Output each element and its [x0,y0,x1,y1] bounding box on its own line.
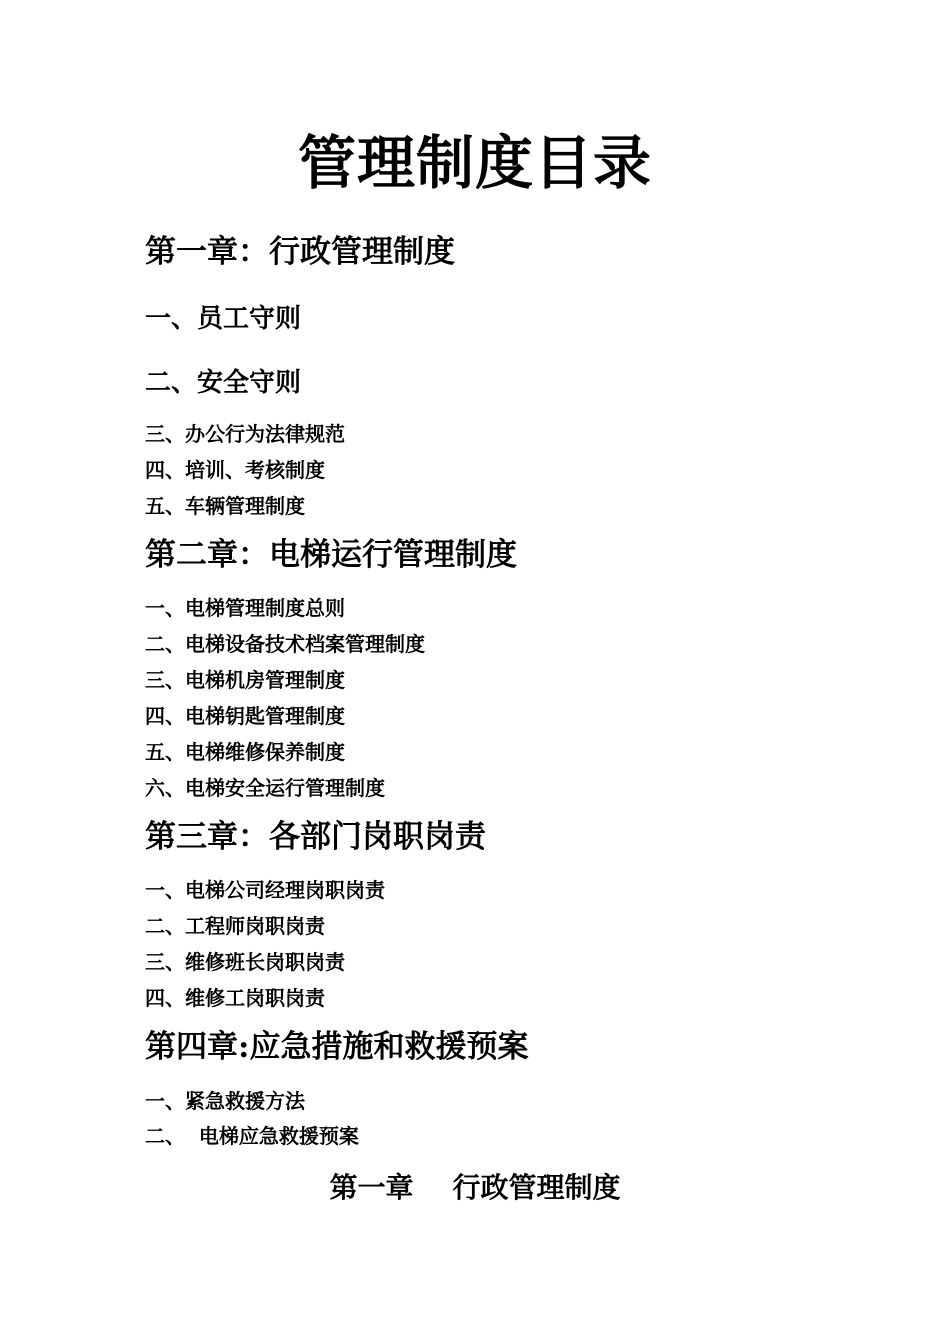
chapter-2-item-2: 二、电梯设备技术档案管理制度 [145,632,425,656]
chapter-1-item-5: 五、车辆管理制度 [145,494,305,518]
document-title: 管理制度目录 [297,129,652,197]
chapter-2-item-3: 三、电梯机房管理制度 [145,668,345,692]
chapter-1-item-2: 二、安全守则 [145,368,302,398]
section-heading: 第一章 行政管理制度 [329,1171,621,1204]
chapter-4-item-2: 二、 电梯应急救援预案 [145,1124,359,1148]
chapter-2-item-5: 五、电梯维修保养制度 [145,740,345,764]
chapter-3-heading: 第三章：各部门岗职岗责 [145,819,486,855]
chapter-1-heading: 第一章：行政管理制度 [145,234,455,270]
chapter-3-item-2: 二、工程师岗职岗责 [145,914,325,938]
chapter-1-item-3: 三、办公行为法律规范 [145,422,345,446]
chapter-3-item-1: 一、电梯公司经理岗职岗责 [145,878,385,902]
chapter-2-item-1: 一、电梯管理制度总则 [145,596,345,620]
chapter-2-item-6: 六、电梯安全运行管理制度 [145,776,385,800]
chapter-4-heading: 第四章:应急措施和救援预案 [145,1029,529,1065]
chapter-1-item-1: 一、员工守则 [145,304,302,334]
chapter-2-item-4: 四、电梯钥匙管理制度 [145,704,345,728]
chapter-1-item-4: 四、培训、考核制度 [145,458,325,482]
chapter-2-heading: 第二章：电梯运行管理制度 [145,537,517,573]
chapter-4-item-1: 一、紧急救援方法 [145,1089,305,1113]
chapter-3-item-4: 四、维修工岗职岗责 [145,986,325,1010]
chapter-3-item-3: 三、维修班长岗职岗责 [145,950,345,974]
